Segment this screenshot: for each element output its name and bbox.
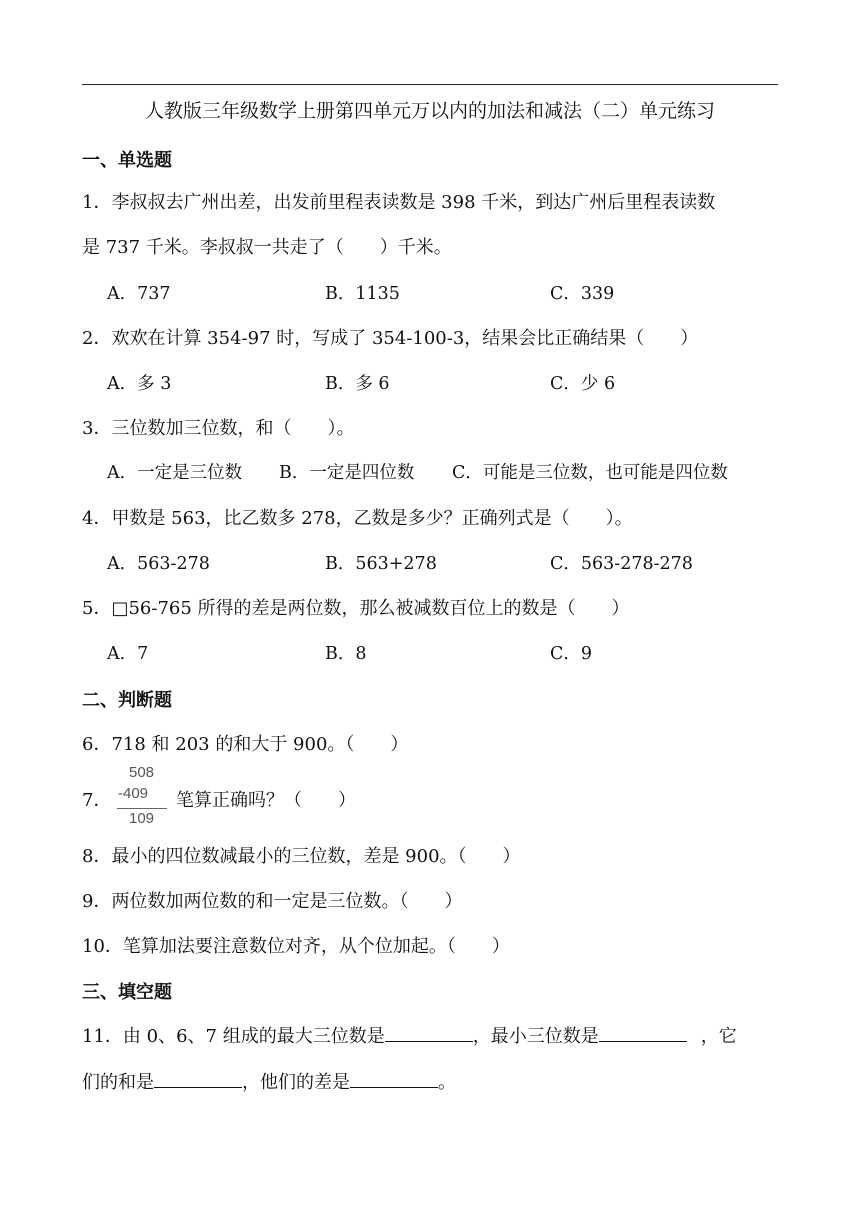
answer-blank-max-number[interactable] [385,1023,473,1042]
answer-blank-difference[interactable] [350,1069,438,1088]
question-1-option-b: B．1135 [325,284,400,304]
question-3: 3．三位数加三位数，和（ ）。 [82,418,355,439]
question-9: 9．两位数加两位数的和一定是三位数。（ ） [82,891,463,912]
question-5-option-c: C．9 [550,644,593,664]
question-11-text-2: ，最小三位数是 [472,1026,599,1047]
question-7-number: 7． [82,790,112,811]
question-11-text-1: 11．由 0、6、7 组成的最大三位数是 [82,1026,385,1047]
calc-result: 109 [129,810,155,827]
question-3-option-a: A．一定是三位数 [107,463,243,483]
answer-blank-sum[interactable] [154,1069,242,1088]
question-2-option-c: C．少 6 [550,374,616,394]
question-4-option-c: C．563-278-278 [550,554,693,574]
question-1-line-1: 1．李叔叔去广州出差，出发前里程表读数是 398 千米，到达广州后里程表读数 [82,192,716,213]
answer-blank-min-number[interactable] [599,1023,687,1042]
question-11-text-5: ，他们的差是 [242,1072,350,1093]
question-2-option-b: B．多 6 [325,374,390,394]
question-1-option-c: C．339 [550,284,615,304]
question-3-option-b: B．一定是四位数 [279,463,415,483]
question-4: 4．甲数是 563，比乙数多 278，乙数是多少？正确列式是（ ）。 [82,508,633,529]
question-3-option-c: C．可能是三位数，也可能是四位数 [452,463,728,483]
section-heading-true-false: 二、判断题 [82,690,172,711]
question-11-text-4: 们的和是 [82,1072,154,1093]
question-5: 5．□56-765 所得的差是两位数，那么被减数百位上的数是（ ） [82,598,630,619]
question-8: 8．最小的四位数减最小的三位数，差是 900。（ ） [82,846,521,867]
question-2: 2．欢欢在计算 354-97 时，写成了 354-100-3，结果会比正确结果（ ） [82,328,699,349]
calc-subtrahend: -409 [118,785,149,802]
header-rule [82,84,778,85]
vertical-subtraction-image [115,764,171,830]
question-11-line-1 [82,1022,737,1048]
calc-divider-line [117,808,167,809]
question-11-text-3: ，它 [700,1026,737,1047]
question-11-line-2 [82,1068,456,1094]
question-2-option-a: A．多 3 [107,374,172,394]
question-6: 6．718 和 203 的和大于 900。（ ） [82,734,409,755]
question-7-text: 笔算正确吗？（ ） [176,790,356,811]
question-11-text-6: 。 [438,1072,456,1093]
section-heading-single-choice: 一、单选题 [82,150,172,171]
question-1-option-a: A．737 [107,284,171,304]
question-4-option-a: A．563-278 [107,554,210,574]
question-10: 10．笔算加法要注意数位对齐，从个位加起。（ ） [82,936,510,957]
question-1-line-2: 是 737 千米。李叔叔一共走了（ ）千米。 [82,237,452,258]
question-4-option-b: B．563+278 [325,554,437,574]
worksheet-title: 人教版三年级数学上册第四单元万以内的加法和减法（二）单元练习 [144,100,715,122]
question-5-option-a: A．7 [107,644,149,664]
calc-minuend: 508 [129,764,155,781]
section-heading-fill-blank: 三、填空题 [82,982,172,1003]
question-5-option-b: B．8 [325,644,367,664]
